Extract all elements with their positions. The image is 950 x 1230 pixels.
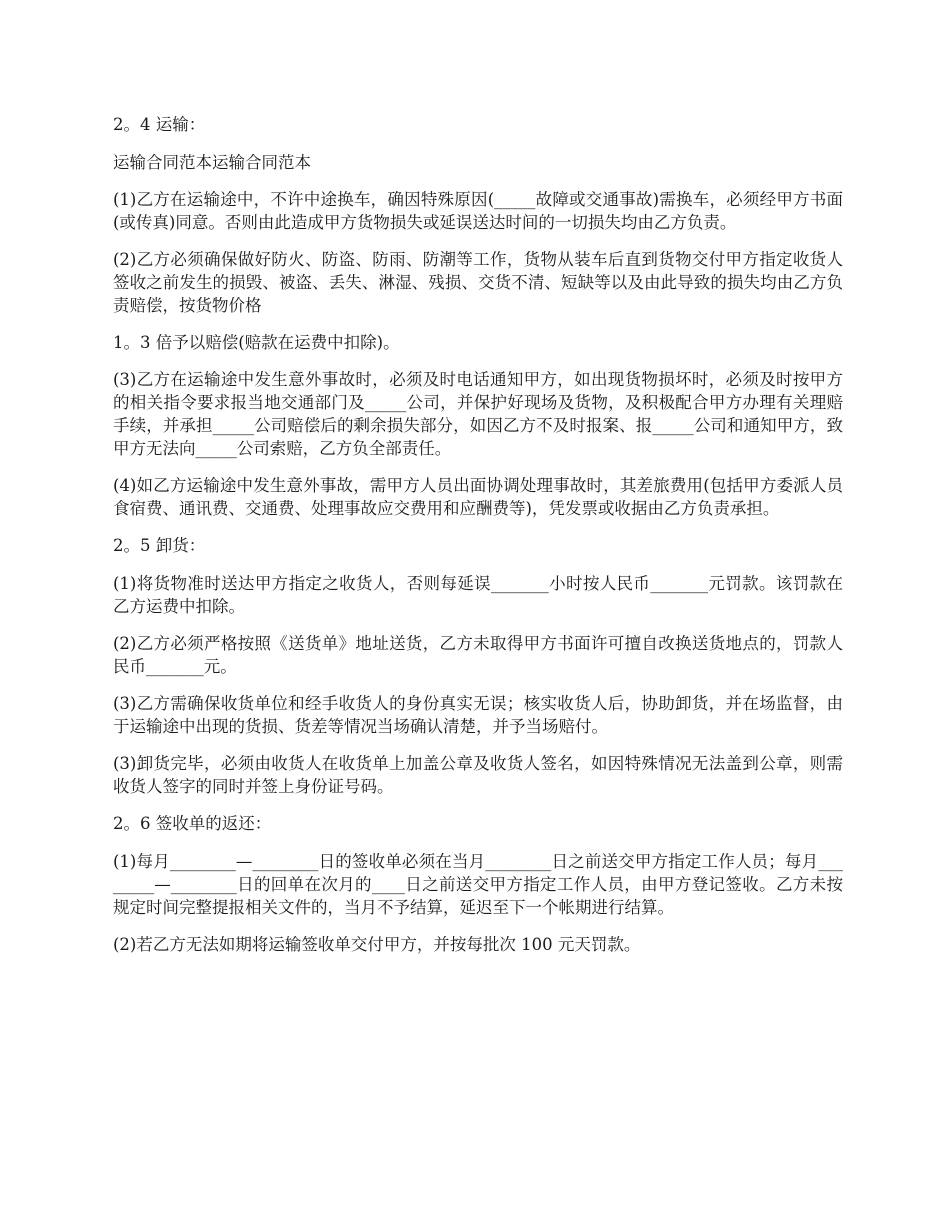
section-heading-2-5: 2。5 卸货： — [113, 536, 206, 555]
document-subtitle: 运输合同范本运输合同范本 — [113, 153, 311, 172]
clause-paragraph: (2)乙方必须严格按照《送货单》地址送货，乙方未取得甲方书面许可擅自改换送货地点的，罚款人民币_______元。 — [113, 634, 843, 676]
clause-paragraph: 1。3 倍予以赔偿(赔款在运费中扣除)。 — [113, 333, 400, 352]
clause-paragraph: (3)乙方在运输途中发生意外事故时，必须及时电话通知甲方，如出现货物损坏时，必须及时按甲方的相关指令要求报当地交通部门及_____公司，并保护好现场及货物，及积极配合甲方办理有关理赔手续，并承担_____公司赔偿后的剩余损失部分，如因乙方不及时报案、报_____公司和通知甲方，致甲方无法向_____公司索赔，乙方负全部责任。 — [113, 370, 843, 458]
clause-paragraph: (3)乙方需确保收货单位和经手收货人的身份真实无误；核实收货人后，协助卸货，并在场监督，由于运输途中出现的货损、货差等情况当场确认清楚，并予当场赔付。 — [113, 694, 843, 736]
document-body — [113, 113, 843, 970]
clause-paragraph: (2)乙方必须确保做好防火、防盗、防雨、防潮等工作，货物从装车后直到货物交付甲方指定收货人签收之前发生的损毁、被盗、丢失、淋湿、残损、交货不清、短缺等以及由此导致的损失均由乙方负责赔偿，按货物价格 — [113, 250, 843, 315]
clause-paragraph: (2)若乙方无法如期将运输签收单交付甲方，并按每批次 100 元天罚款。 — [113, 935, 641, 954]
section-heading-2-6: 2。6 签收单的返还： — [113, 814, 272, 833]
clause-paragraph: (3)卸货完毕，必须由收货人在收货单上加盖公章及收货人签名，如因特殊情况无法盖到公章，则需收货人签字的同时并签上身份证号码。 — [113, 754, 843, 796]
section-heading-2-4: 2。4 运输： — [113, 115, 206, 134]
clause-paragraph: (1)每月________—________日的签收单必须在当月________日之前送交甲方指定工作人员；每月________—________日的回单在次月的____日之前送交甲方指定工作人员，由甲方登记签收。乙方未按规定时间完整提报相关文件的，当月不予结算，延迟至下一个帐期进行结算。 — [113, 852, 843, 917]
clause-paragraph: (4)如乙方运输途中发生意外事故，需甲方人员出面协调处理事故时，其差旅费用(包括甲方委派人员食宿费、通讯费、交通费、处理事故应交费用和应酬费等)，凭发票或收据由乙方负责承担。 — [113, 476, 843, 518]
clause-paragraph: (1)乙方在运输途中，不许中途换车，确因特殊原因(_____故障或交通事故)需换车，必须经甲方书面(或传真)同意。否则由此造成甲方货物损失或延误送达时间的一切损失均由乙方负责。 — [113, 190, 843, 232]
clause-paragraph: (1)将货物准时送达甲方指定之收货人，否则每延误_______小时按人民币_______元罚款。该罚款在乙方运费中扣除。 — [113, 574, 843, 616]
